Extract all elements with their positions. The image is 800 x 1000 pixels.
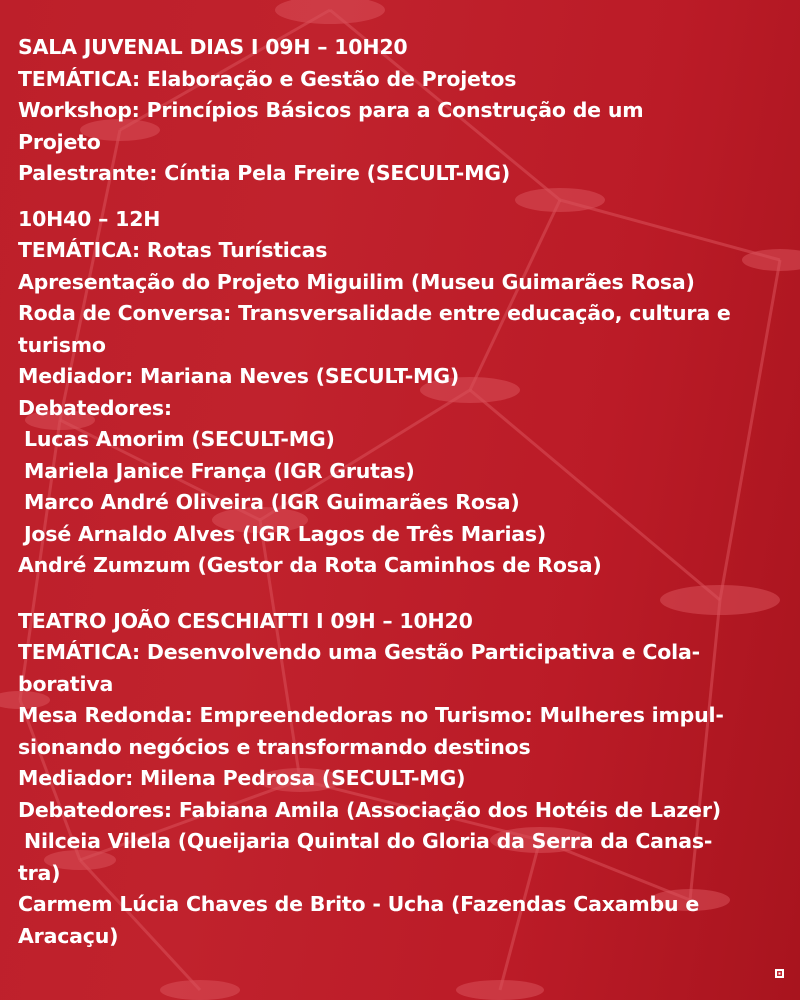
session-mediator: Mediador: Mariana Neves (SECULT-MG) [18, 364, 460, 388]
session-title: TEATRO JOÃO CESCHIATTI I 09H – 10H20 [18, 608, 473, 633]
debaters-line: Debatedores: Fabiana Amila (Associação dos Hotéis de Lazer) [18, 797, 721, 822]
session-time: 10H40 – 12H [18, 206, 161, 231]
debater-item: José Arnaldo Alves (IGR Lagos de Três Marias) [24, 521, 547, 546]
debater-item: Carmem Lúcia Chaves de Brito - Ucha (Fazendas Caxambu e [18, 892, 700, 916]
corner-logo-icon [775, 969, 784, 978]
session-activity-continued: turismo [18, 332, 106, 357]
debater-item: Nilceia Vilela (Queijaria Quintal do Gloria da Serra da Canas- [24, 829, 713, 853]
debater-item: Mariela Janice França (IGR Grutas) [24, 458, 415, 483]
session-activity: Roda de Conversa: Transversalidade entre educação, cultura e [18, 301, 731, 325]
session-theme: TEMÁTICA: Rotas Turísticas [18, 238, 328, 262]
session-theme-continued: borativa [18, 671, 114, 696]
session-title: SALA JUVENAL DIAS I 09H – 10H20 [18, 35, 408, 59]
session-theme: TEMÁTICA: Elaboração e Gestão de Projetos [18, 66, 517, 91]
session-teatro-joao-ceschiatti [18, 606, 788, 953]
session-theme: TEMÁTICA: Desenvolvendo uma Gestão Participativa e Cola- [18, 640, 700, 664]
session-presentation: Apresentação do Projeto Miguilim (Museu Guimarães Rosa) [18, 269, 695, 294]
session-activity-continued: sionando negócios e transformando destinos [18, 734, 531, 759]
debater-item: André Zumzum (Gestor da Rota Caminhos de Rosa) [18, 553, 602, 577]
debater-item: Lucas Amorim (SECULT-MG) [24, 427, 335, 451]
session-activity: Workshop: Princípios Básicos para a Construção de um [18, 98, 644, 122]
session-rotas-turisticas [18, 204, 788, 582]
debater-item-continued: tra) [18, 860, 61, 885]
session-sala-juvenal-dias [18, 32, 788, 190]
session-activity-continued: Projeto [18, 129, 101, 154]
session-activity: Mesa Redonda: Empreendedoras no Turismo: Mulheres impul- [18, 703, 724, 727]
debaters-label: Debatedores: [18, 395, 172, 420]
schedule-content [18, 32, 788, 952]
debater-item: Marco André Oliveira (IGR Guimarães Rosa) [24, 490, 520, 514]
session-mediator: Mediador: Milena Pedrosa (SECULT-MG) [18, 766, 466, 790]
debater-item-continued: Aracaçu) [18, 923, 119, 948]
session-speaker: Palestrante: Cíntia Pela Freire (SECULT-MG) [18, 161, 511, 185]
